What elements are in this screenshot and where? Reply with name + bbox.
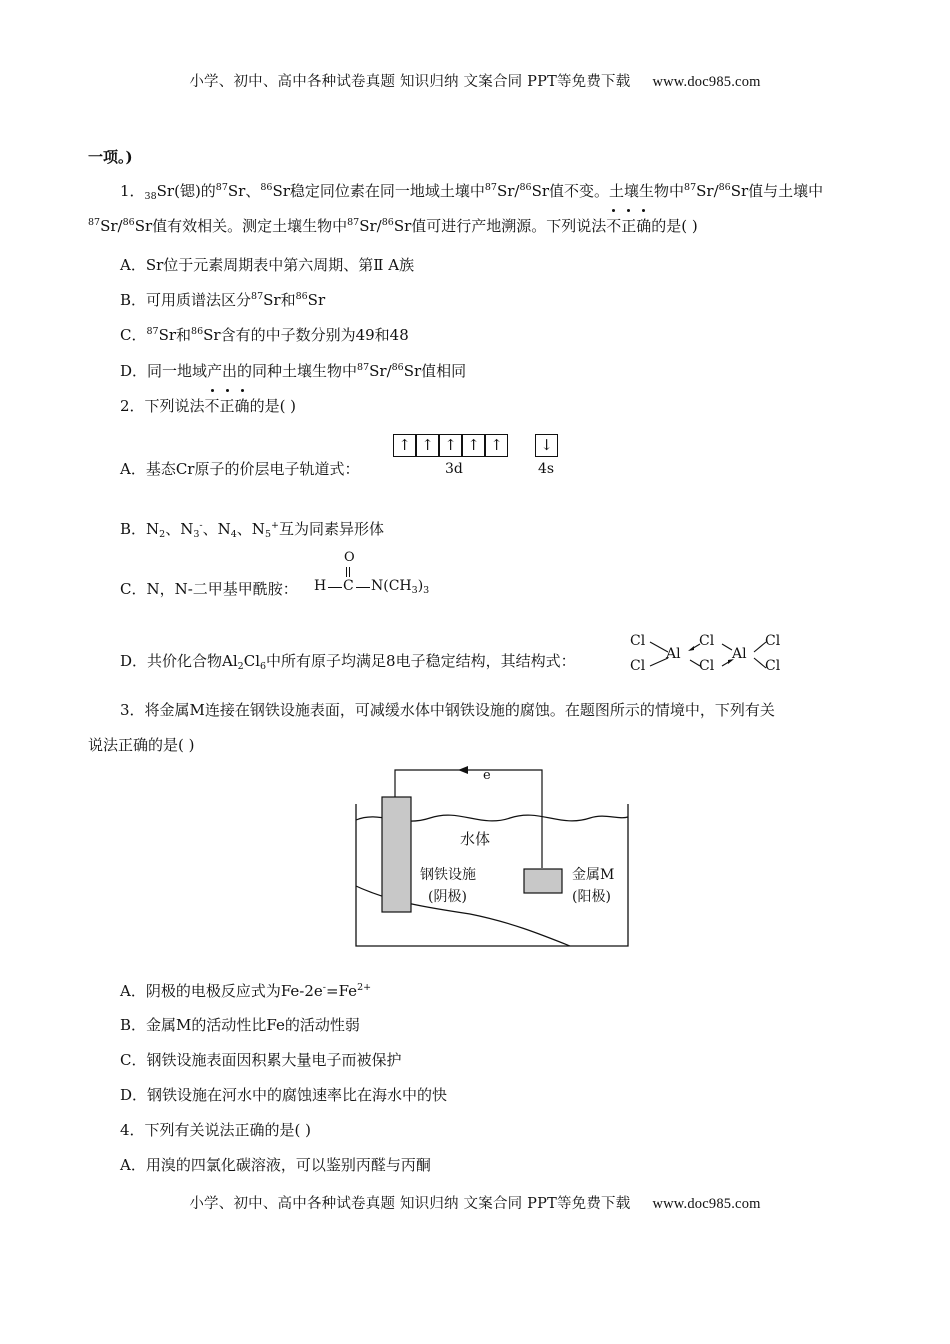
emphasis-text: 不正确 [606,217,652,235]
q1-text-j: Sr/ [359,217,382,235]
sup-87: 87 [215,182,228,193]
al2cl6-structure [628,630,788,680]
double-bond [346,567,350,577]
q1-text-h: Sr/ [100,217,123,235]
emphasis-dot [241,389,244,392]
carbon-atom: C [343,578,354,594]
oxygen-atom: O [344,550,355,565]
emphasis-dot [642,209,645,212]
sup-86: 86 [295,291,308,302]
q3-stem-line2: 说法正确的是( ) [88,736,195,754]
emphasis-not-correct [606,215,651,237]
chlorine-atom: Cl [699,658,715,674]
q2-b-text-a: B．N [120,520,160,538]
emphasis-dot [627,209,630,212]
q1-option-d [120,360,466,382]
sup-87: 87 [146,326,159,337]
sup-87: 87 [347,217,360,228]
footer-text: 小学、初中、高中各种试卷真题 知识归纳 文案合同 PPT等免费下载 [189,1196,631,1212]
sup-86: 86 [519,182,532,193]
amide-structure [312,550,442,600]
sup-86: 86 [718,182,731,193]
sup-87: 87 [88,217,101,228]
q1-d-text-b: Sr/ [369,362,392,380]
steel-facility [382,797,411,912]
sub-6: 6 [260,661,267,672]
up-arrow-icon: ↑ [444,436,457,454]
sup-86: 86 [191,326,204,337]
q2-d-text-b: Cl [243,652,260,670]
page-header [0,70,950,91]
sup-minus: − [490,765,499,776]
sup-86: 86 [122,217,135,228]
section-tail: 一项。) [88,148,133,166]
orbital-diagram [393,434,563,484]
q1-option-b [120,289,325,311]
up-arrow-icon: ↑ [421,436,434,454]
orbital-box-3d-4 [462,434,485,457]
formula-part: N(CH [371,578,412,594]
aluminum-atom: Al [732,646,747,662]
metal-m [524,869,562,893]
q3-a-text-b: =Fe [326,982,358,1000]
q1-text-e: Sr值不变。土壤生物中 [531,182,685,200]
orbital-box-3d-3 [439,434,462,457]
sup-87: 87 [357,362,370,373]
cathode-label: (阴极) [428,889,467,905]
aluminum-atom: Al [666,646,681,662]
sup-86: 86 [381,217,394,228]
formula-part: ) [417,578,424,594]
emphasis-dot [211,389,214,392]
emphasis-not-correct [205,395,250,417]
sup-86: 86 [391,362,404,373]
single-bond [328,587,342,588]
q4-option-a: A．用溴的四氯化碳溶液，可以鉴别丙醛与丙酮 [120,1156,431,1174]
q1-text-b: Sr、 [227,182,261,200]
steel-label: 钢铁设施 [420,867,476,883]
header-site: www.doc985.com [652,74,761,90]
q2-d-text-a: D．共价化合物Al [120,652,238,670]
electron-arrow-icon [458,766,468,774]
q1-line1 [120,180,823,202]
q1-d-text-c: Sr值相同 [403,362,467,380]
electron-label [483,765,499,783]
q1-text-g: Sr值与土壤中 [730,182,824,200]
up-arrow-icon: ↑ [467,436,480,454]
q1-text-a: Sr(锶)的 [156,182,216,200]
q1-option-a: A．Sr位于元素周期表中第六周期、第Ⅱ A族 [120,256,415,274]
sub-3: 3 [423,585,430,596]
water-label: 水体 [460,830,491,848]
page-footer [0,1192,950,1213]
wire [395,770,542,868]
up-arrow-icon: ↑ [490,436,503,454]
q1-text-d: Sr/ [496,182,520,200]
chlorine-atom: Cl [630,658,646,674]
q2-b-text-e: 互为同素异形体 [278,520,384,538]
q1-c-text-b: Sr和 [158,326,192,344]
orbital-box-3d-2 [416,434,439,457]
q1-text-i: Sr值有效相关。测定土壤生物中 [134,217,348,235]
q3-option-c: C．钢铁设施表面因积累大量电子而被保护 [120,1051,402,1069]
q1-text-c: Sr稳定同位素在同一地域土壤中 [272,182,485,200]
single-bond [356,587,370,588]
sup-minus: - [322,982,327,993]
header-text: 小学、初中、高中各种试卷真题 知识归纳 文案合同 PPT等免费下载 [189,74,631,90]
arrow-head [688,646,694,651]
up-arrow-icon: ↑ [398,436,411,454]
sup-87: 87 [484,182,497,193]
orbital-label-4s: 4s [538,461,555,477]
bond-line [722,644,732,650]
sup-minus: - [199,520,203,531]
q2-stem-a: 2．下列说法 [120,397,205,415]
q2-d-text-c: 中所有原子均满足8电子稳定结构，其结构式： [266,652,576,670]
emphasis-dot [226,389,229,392]
q2-stem [120,395,296,417]
sup-2plus: 2+ [357,982,372,993]
sub-3: 3 [411,585,418,596]
q1-b-text-b: Sr和 [263,291,296,309]
hydrogen-atom: H [314,578,327,594]
q1-b-text-a: B．可用质谱法区分 [120,291,252,309]
chlorine-atom: Cl [765,633,781,649]
q3-option-d: D．钢铁设施在河水中的腐蚀速率比在海水中的快 [120,1086,448,1104]
q1-c-text-a: C． [120,326,147,344]
q1-d-text-a: D．同一地域产出的同种土壤生物中 [120,362,358,380]
q2-b-text-b: 、N [165,520,194,538]
q2-b-text-d: 、N [236,520,265,538]
q2-b-text-c: 、N [202,520,231,538]
q1-line2 [88,215,698,237]
corrosion-diagram-svg [350,762,635,952]
q2-option-d [120,650,576,672]
down-arrow-icon: ↓ [540,436,553,454]
q1-option-c [120,324,409,346]
footer-site: www.doc985.com [652,1196,761,1212]
q1-text-l: 的是( ) [651,217,698,235]
sub-2: 2 [159,529,166,540]
q1-b-text-c: Sr [307,291,326,309]
q1-number: 1． [120,182,145,200]
orbital-label-3d: 3d [445,461,463,477]
orbital-box-4s [535,434,558,457]
orbital-box-3d-1 [393,434,416,457]
chlorine-atom: Cl [699,633,715,649]
q2-option-a: A．基态Cr原子的价层电子轨道式： [120,460,360,478]
corrosion-diagram [350,762,635,952]
sub-5: 5 [264,529,271,540]
sub-4: 4 [230,529,237,540]
q2-stem-b: 的是( ) [249,397,297,415]
q1-c-text-c: Sr含有的中子数分别为49和48 [203,326,409,344]
q2-option-c: C．N，N-二甲基甲酰胺： [120,580,298,598]
q3-option-b: B．金属M的活动性比Fe的活动性弱 [120,1016,360,1034]
q3-a-text-a: A．阴极的电极反应式为Fe-2e [120,982,323,1000]
q2-option-b [120,518,384,540]
sup-plus: + [270,520,279,531]
dimethylamino-group [371,578,429,594]
q3-option-a [120,980,371,1002]
emphasis-text: 不正确 [204,397,250,415]
anode-label: (阳极) [572,889,611,905]
chlorine-atom: Cl [630,633,646,649]
q3-stem-line1: 3．将金属M连接在钢铁设施表面，可减缓水体中钢铁设施的腐蚀。在题图所示的情境中，下列有关 [120,701,775,719]
emphasis-dot [612,209,615,212]
q1-sub38: 38 [144,191,157,202]
sub-2: 2 [237,661,244,672]
metal-label: 金属M [572,867,615,883]
orbital-box-3d-5 [485,434,508,457]
q1-text-k: Sr值可进行产地溯源。下列说法 [393,217,607,235]
sup-86: 86 [260,182,273,193]
sub-3: 3 [193,529,200,540]
sup-87: 87 [251,291,264,302]
q4-stem: 4．下列有关说法正确的是( ) [120,1121,312,1139]
chlorine-atom: Cl [765,658,781,674]
q1-text-f: Sr/ [696,182,719,200]
sup-87: 87 [684,182,697,193]
electron-symbol: e [483,768,491,783]
